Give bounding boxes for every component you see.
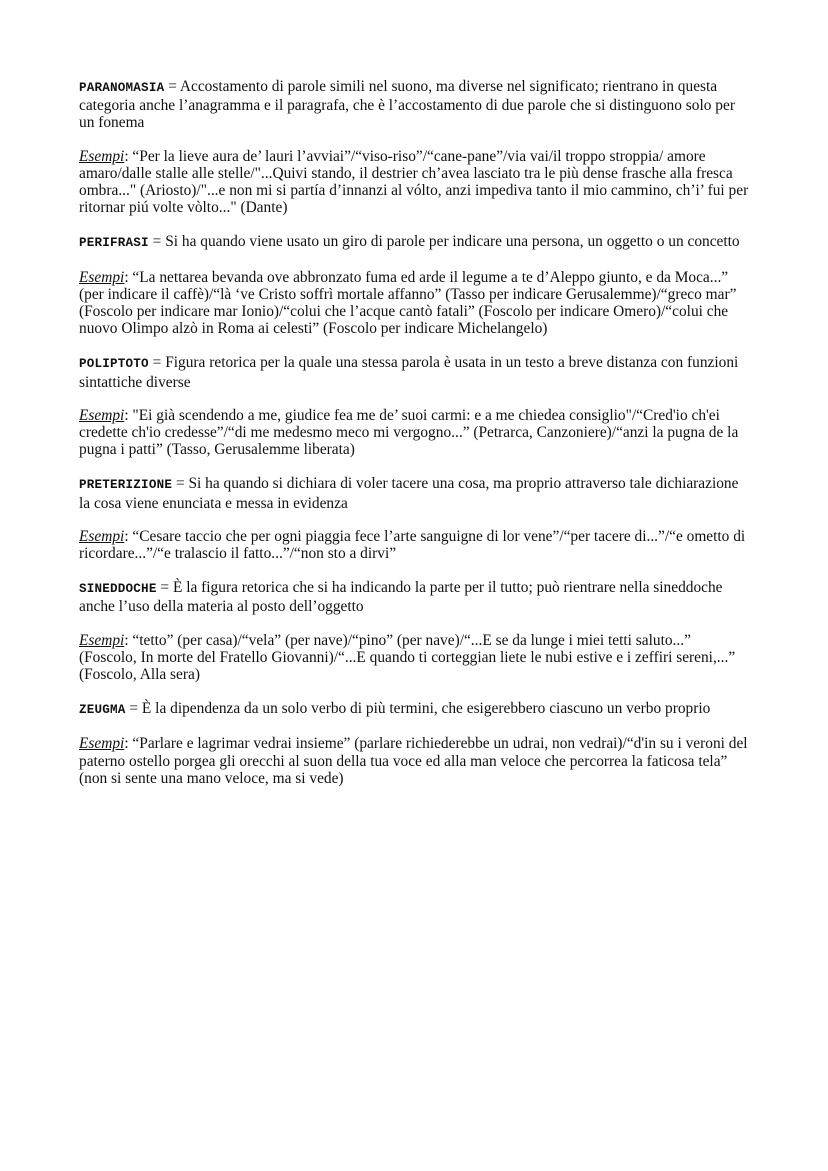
definition-text: = Accostamento di parole simili nel suono, ma diverse nel significato; rientrano in questa categoria anche l’anagramma e il paragrafa, che è l’accostamento di due parole che si distinguono solo per un fonema xyxy=(79,78,735,132)
definition-paragraph xyxy=(79,579,751,615)
examples-paragraph xyxy=(79,269,751,338)
examples-text: : “Cesare taccio che per ogni piaggia fece l’arte sanguigne di lor vene”/“per tacere di...”/“e ometto di ricordare...”/“e tralascio il fatto...”/“non sto a dirvi” xyxy=(79,527,746,563)
definition-text: = Si ha quando viene usato un giro di parole per indicare una persona, un oggetto o un concetto xyxy=(148,233,740,251)
definition-text: = Si ha quando si dichiara di voler tacere una cosa, ma proprio attraverso tale dichiarazione la cosa viene enunciata e messa in evidenza xyxy=(79,475,739,512)
entry-poliptoto xyxy=(79,354,751,458)
term-label: PRETERIZIONE xyxy=(79,478,173,493)
examples-text: : "Ei già scendendo a me, giudice fea me de’ suoi carmi: e a me chiedea consiglio"/“Cred'io ch'ei credette ch'io credesse”/“di me medesmo meco mi vergogno...” (Petrarca, Canzoniere)/“anzi la pugna de la pugna i patti” (Tasso, Gerusalemme liberata) xyxy=(79,406,739,459)
entry-perifrasi xyxy=(79,233,751,337)
examples-paragraph xyxy=(79,407,751,459)
examples-paragraph xyxy=(79,735,751,787)
examples-paragraph xyxy=(79,528,751,562)
entry-zeugma xyxy=(79,700,751,787)
definition-paragraph xyxy=(79,233,751,252)
definition-paragraph xyxy=(79,78,751,132)
term-label: SINEDDOCHE xyxy=(79,582,157,597)
term-label: POLIPTOTO xyxy=(79,357,149,372)
examples-label: Esempi xyxy=(79,631,125,649)
term-label: ZEUGMA xyxy=(79,703,126,718)
examples-text: : “tetto” (per casa)/“vela” (per nave)/“pino” (per nave)/“...E se da lunge i miei tetti saluto...” (Foscolo, In morte del Fratello Giovanni)/“...E quando ti corteggian liete le nubi estive e i zeffiri sereni,...” (Foscolo, Alla sera) xyxy=(79,631,736,684)
examples-text: : “La nettarea bevanda ove abbronzato fuma ed arde il legume a te d’Aleppo giunto, e da Moca...” (per indicare il caffè)/“là ‘ve Cristo soffrì mortale affanno” (Tasso per indicare Gerusalemme)/“greco mar” (Foscolo per indicare mar Ionio)/“colui che l’acque cantò fatali” (Foscolo per indicare Omero)/“colui che nuovo Olimpo alzò in Roma ai celesti” (Foscolo per indicare Michelangelo) xyxy=(79,268,737,338)
definition-text: = È la figura retorica che si ha indicando la parte per il tutto; può rientrare nella sineddoche anche l’uso della materia al posto dell’oggetto xyxy=(79,579,723,616)
definition-paragraph xyxy=(79,700,751,719)
examples-label: Esempi xyxy=(79,406,125,424)
entry-paranomasia xyxy=(79,78,751,216)
term-label: PARANOMASIA xyxy=(79,81,165,95)
examples-text: : “Per la lieve aura de’ lauri l’avviai”/“viso-riso”/“cane-pane”/via vai/il troppo stroppia/ amore amaro/dalle stalle alle stelle/"...Quivi stando, il destrier ch’avea lasciato tra le più dense frasche alla fresca ombra..." (Ariosto)/"...e non mi si partía d’innanzi al vólto, anzi impediva tanto il mio cammino, ch’i’ fui per ritornar piú volte vòlto..." (Dante) xyxy=(79,147,749,217)
examples-label: Esempi xyxy=(79,268,125,286)
definition-paragraph xyxy=(79,354,751,390)
definition-text: = Figura retorica per la quale una stessa parola è usata in un testo a breve distanza con funzioni sintattiche diverse xyxy=(79,354,739,391)
examples-paragraph xyxy=(79,632,751,684)
examples-label: Esempi xyxy=(79,147,125,165)
examples-paragraph xyxy=(79,148,751,217)
entry-sineddoche xyxy=(79,579,751,683)
entry-preterizione xyxy=(79,475,751,562)
term-label: PERIFRASI xyxy=(79,236,149,251)
examples-label: Esempi xyxy=(79,735,125,753)
definition-text: = È la dipendenza da un solo verbo di più termini, che esigerebbero ciascuno un verbo proprio xyxy=(125,700,711,718)
definition-paragraph xyxy=(79,475,751,511)
examples-text: : “Parlare e lagrimar vedrai insieme” (parlare richiederebbe un udrai, non vedrai)/“d'in su i veroni del paterno ostello porgea gli orecchi al suon della tua voce ed alla man veloce che percorrea la faticosa tela” (non si sente una mano veloce, ma si vede) xyxy=(79,735,748,787)
document-page xyxy=(79,78,751,787)
examples-label: Esempi xyxy=(79,527,125,545)
